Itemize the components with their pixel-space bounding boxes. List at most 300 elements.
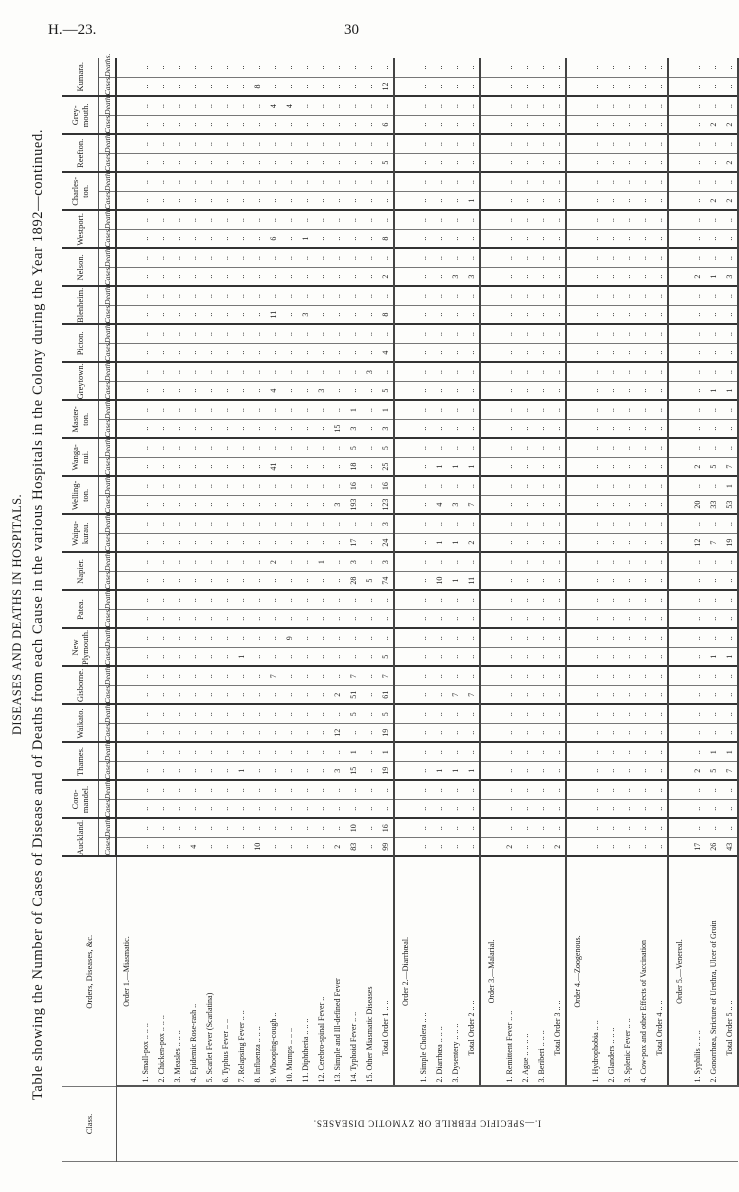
value-cell: .. <box>619 590 635 609</box>
value-cell: .. <box>233 552 249 571</box>
value-cell: .. <box>619 172 635 191</box>
value-cell: .. <box>329 571 345 590</box>
value-cell: .. <box>297 362 313 381</box>
value-cell <box>566 723 587 742</box>
value-cell: .. <box>345 647 361 666</box>
value-cell: .. <box>345 590 361 609</box>
value-cell: .. <box>281 400 297 419</box>
value-cell: .. <box>651 362 668 381</box>
value-cell: .. <box>329 267 345 286</box>
value-cell: .. <box>635 761 651 780</box>
value-cell: .. <box>361 438 377 457</box>
value-cell <box>668 324 689 343</box>
value-cell: .. <box>329 153 345 172</box>
value-cell: .. <box>153 457 169 476</box>
value-cell: .. <box>533 552 549 571</box>
value-cell: .. <box>689 609 705 628</box>
value-cell <box>116 229 137 248</box>
value-cell: 7 <box>721 457 738 476</box>
value-cell: 4 <box>265 96 281 115</box>
value-cell <box>480 685 501 704</box>
value-cell: .. <box>281 571 297 590</box>
value-cell: .. <box>137 476 153 495</box>
value-cell: .. <box>463 381 480 400</box>
value-cell: 4 <box>281 96 297 115</box>
value-cell: .. <box>201 533 217 552</box>
value-cell <box>116 742 137 761</box>
value-cell: .. <box>587 305 603 324</box>
cause-label: 1. Small-pox .. .. .. <box>137 857 153 1087</box>
value-cell: .. <box>587 286 603 305</box>
value-cell: .. <box>281 799 297 818</box>
value-cell: .. <box>137 438 153 457</box>
value-cell: .. <box>233 324 249 343</box>
value-cell: .. <box>463 400 480 419</box>
value-cell: 7 <box>265 666 281 685</box>
value-cell: .. <box>281 742 297 761</box>
value-cell: .. <box>533 780 549 799</box>
value-cell: .. <box>415 838 431 857</box>
value-cell: .. <box>329 438 345 457</box>
value-cell <box>566 609 587 628</box>
value-cell: 5 <box>345 704 361 723</box>
value-cell: .. <box>533 723 549 742</box>
value-cell: .. <box>153 609 169 628</box>
value-cell: .. <box>265 799 281 818</box>
value-cell: .. <box>447 305 463 324</box>
value-cell <box>394 838 415 857</box>
value-cell: .. <box>619 818 635 837</box>
value-cell: .. <box>233 780 249 799</box>
value-cell: .. <box>361 77 377 96</box>
value-cell: .. <box>651 324 668 343</box>
value-cell <box>116 305 137 324</box>
value-cell: .. <box>447 381 463 400</box>
value-cell: .. <box>635 362 651 381</box>
value-cell: .. <box>549 609 566 628</box>
value-cell <box>480 628 501 647</box>
value-cell: .. <box>265 628 281 647</box>
value-cell: 1 <box>705 381 721 400</box>
value-cell: .. <box>549 818 566 837</box>
value-cell: .. <box>361 324 377 343</box>
value-cell: .. <box>185 343 201 362</box>
value-cell: .. <box>533 115 549 134</box>
value-cell: .. <box>233 343 249 362</box>
value-cell: 2 <box>705 191 721 210</box>
value-cell: 2 <box>329 685 345 704</box>
value-cell: 1 <box>705 267 721 286</box>
value-cell: .. <box>201 58 217 77</box>
value-cell <box>394 324 415 343</box>
cause-label: 12. Cerebro-spinal Fever .. <box>313 857 329 1087</box>
value-cell: .. <box>447 362 463 381</box>
value-cell: .. <box>281 761 297 780</box>
value-cell: .. <box>361 666 377 685</box>
value-cell: .. <box>533 267 549 286</box>
value-cell: .. <box>169 457 185 476</box>
value-cell: .. <box>169 400 185 419</box>
value-cell: .. <box>249 457 265 476</box>
value-cell <box>394 381 415 400</box>
value-cell: .. <box>549 571 566 590</box>
value-cell: .. <box>705 172 721 191</box>
value-cell: .. <box>169 210 185 229</box>
value-cell: .. <box>463 609 480 628</box>
value-cell: .. <box>329 666 345 685</box>
value-cell: .. <box>265 134 281 153</box>
value-cell: .. <box>137 343 153 362</box>
value-cell: 3 <box>377 419 394 438</box>
value-cell: .. <box>603 210 619 229</box>
table-row <box>394 58 415 1161</box>
cases-subheader: Cases. <box>99 77 117 96</box>
value-cell: .. <box>651 286 668 305</box>
value-cell: .. <box>635 248 651 267</box>
value-cell: .. <box>431 780 447 799</box>
value-cell: .. <box>281 590 297 609</box>
cause-label: 1. Hydrophobia .. .. <box>587 857 603 1087</box>
value-cell <box>480 704 501 723</box>
value-cell: .. <box>533 685 549 704</box>
table-row <box>480 58 501 1161</box>
value-cell <box>668 533 689 552</box>
value-cell <box>394 134 415 153</box>
value-cell: .. <box>361 838 377 857</box>
value-cell: .. <box>463 153 480 172</box>
value-cell: .. <box>721 571 738 590</box>
value-cell <box>116 77 137 96</box>
value-cell: .. <box>265 210 281 229</box>
deaths-subheader: Deaths. <box>99 134 117 153</box>
value-cell: .. <box>185 609 201 628</box>
cause-label: 3. Splenic Fever .. .. <box>619 857 635 1087</box>
value-cell <box>394 799 415 818</box>
value-cell: .. <box>517 267 533 286</box>
value-cell: .. <box>153 666 169 685</box>
value-cell: .. <box>137 590 153 609</box>
value-cell <box>566 514 587 533</box>
value-cell: .. <box>705 153 721 172</box>
value-cell: .. <box>233 533 249 552</box>
value-cell: .. <box>313 305 329 324</box>
value-cell: .. <box>447 229 463 248</box>
value-cell: .. <box>313 248 329 267</box>
value-cell: .. <box>635 552 651 571</box>
value-cell: 61 <box>377 685 394 704</box>
value-cell: .. <box>463 628 480 647</box>
value-cell: .. <box>201 96 217 115</box>
value-cell: .. <box>377 191 394 210</box>
value-cell <box>480 533 501 552</box>
hospital-header: Gisborne. <box>62 666 99 704</box>
value-cell: .. <box>249 761 265 780</box>
value-cell: 1 <box>463 457 480 476</box>
value-cell: .. <box>185 704 201 723</box>
value-cell <box>116 533 137 552</box>
value-cell <box>480 267 501 286</box>
value-cell <box>480 571 501 590</box>
value-cell: 2 <box>721 191 738 210</box>
value-cell: 4 <box>377 343 394 362</box>
value-cell <box>566 400 587 419</box>
value-cell: .. <box>217 343 233 362</box>
table-row <box>689 58 705 1161</box>
value-cell: .. <box>329 229 345 248</box>
value-cell: 1 <box>447 533 463 552</box>
value-cell <box>480 818 501 837</box>
value-cell: .. <box>361 495 377 514</box>
value-cell: .. <box>415 324 431 343</box>
value-cell: .. <box>721 818 738 837</box>
value-cell <box>668 286 689 305</box>
value-cell: .. <box>431 96 447 115</box>
value-cell: .. <box>185 324 201 343</box>
value-cell: .. <box>447 286 463 305</box>
value-cell: .. <box>185 267 201 286</box>
value-cell: .. <box>297 457 313 476</box>
value-cell: .. <box>233 267 249 286</box>
value-cell <box>668 419 689 438</box>
value-cell: 1 <box>233 647 249 666</box>
value-cell: .. <box>169 476 185 495</box>
value-cell: .. <box>587 362 603 381</box>
value-cell: .. <box>329 362 345 381</box>
value-cell: .. <box>587 77 603 96</box>
value-cell: .. <box>329 305 345 324</box>
value-cell <box>566 704 587 723</box>
value-cell: .. <box>651 134 668 153</box>
value-cell: .. <box>651 761 668 780</box>
value-cell: .. <box>297 267 313 286</box>
hospital-header: Napier. <box>62 552 99 590</box>
value-cell <box>668 838 689 857</box>
value-cell <box>480 838 501 857</box>
value-cell: .. <box>169 343 185 362</box>
value-cell: .. <box>501 96 517 115</box>
value-cell: .. <box>153 590 169 609</box>
value-cell <box>668 172 689 191</box>
value-cell: .. <box>313 153 329 172</box>
value-cell: .. <box>533 590 549 609</box>
value-cell: .. <box>361 96 377 115</box>
value-cell: .. <box>651 267 668 286</box>
value-cell: .. <box>447 153 463 172</box>
value-cell: .. <box>137 153 153 172</box>
value-cell: .. <box>463 229 480 248</box>
value-cell: .. <box>447 647 463 666</box>
value-cell <box>116 723 137 742</box>
value-cell: .. <box>345 343 361 362</box>
value-cell: .. <box>651 419 668 438</box>
value-cell: .. <box>361 628 377 647</box>
value-cell: .. <box>533 191 549 210</box>
value-cell: .. <box>137 58 153 77</box>
value-cell: .. <box>635 628 651 647</box>
value-cell: .. <box>201 838 217 857</box>
value-cell: .. <box>345 191 361 210</box>
value-cell: .. <box>533 457 549 476</box>
value-cell: .. <box>233 153 249 172</box>
value-cell: .. <box>517 514 533 533</box>
value-cell: .. <box>431 115 447 134</box>
value-cell: .. <box>447 780 463 799</box>
value-cell: 17 <box>345 533 361 552</box>
value-cell <box>116 115 137 134</box>
value-cell: .. <box>549 248 566 267</box>
cases-subheader: Cases. <box>99 838 117 857</box>
value-cell: .. <box>201 115 217 134</box>
value-cell: .. <box>201 343 217 362</box>
value-cell: .. <box>217 134 233 153</box>
value-cell: .. <box>619 799 635 818</box>
value-cell: .. <box>137 381 153 400</box>
value-cell: .. <box>651 533 668 552</box>
cases-subheader: Cases. <box>99 381 117 400</box>
value-cell: 16 <box>377 818 394 837</box>
value-cell <box>116 761 137 780</box>
cause-label: Order 5.—Venereal. <box>668 857 689 1087</box>
value-cell: .. <box>533 381 549 400</box>
value-cell: .. <box>361 647 377 666</box>
value-cell: .. <box>297 153 313 172</box>
value-cell: .. <box>345 134 361 153</box>
value-cell: .. <box>549 191 566 210</box>
value-cell: .. <box>415 533 431 552</box>
value-cell: .. <box>233 685 249 704</box>
value-cell: .. <box>619 723 635 742</box>
value-cell: .. <box>169 533 185 552</box>
value-cell: .. <box>361 134 377 153</box>
value-cell: .. <box>249 115 265 134</box>
value-cell: .. <box>603 818 619 837</box>
value-cell <box>566 172 587 191</box>
value-cell: .. <box>603 799 619 818</box>
value-cell: .. <box>635 723 651 742</box>
value-cell: 12 <box>689 533 705 552</box>
deaths-subheader: Deaths. <box>99 742 117 761</box>
value-cell: .. <box>603 495 619 514</box>
value-cell: .. <box>517 761 533 780</box>
value-cell <box>668 628 689 647</box>
value-cell: .. <box>447 58 463 77</box>
value-cell: .. <box>431 229 447 248</box>
value-cell: .. <box>549 723 566 742</box>
value-cell: .. <box>463 362 480 381</box>
value-cell: .. <box>533 438 549 457</box>
table-row <box>281 58 297 1161</box>
value-cell <box>116 362 137 381</box>
value-cell: .. <box>651 438 668 457</box>
value-cell: .. <box>635 438 651 457</box>
value-cell <box>566 799 587 818</box>
value-cell: .. <box>297 96 313 115</box>
value-cell: .. <box>313 172 329 191</box>
value-cell: .. <box>549 761 566 780</box>
value-cell: .. <box>153 438 169 457</box>
value-cell: .. <box>281 286 297 305</box>
value-cell: .. <box>705 210 721 229</box>
value-cell: .. <box>501 457 517 476</box>
value-cell: .. <box>635 609 651 628</box>
value-cell: .. <box>297 495 313 514</box>
value-cell: 24 <box>377 533 394 552</box>
value-cell: .. <box>249 96 265 115</box>
value-cell: .. <box>603 761 619 780</box>
value-cell: .. <box>329 628 345 647</box>
value-cell: .. <box>281 685 297 704</box>
value-cell: .. <box>635 457 651 476</box>
cases-subheader: Cases. <box>99 229 117 248</box>
value-cell: .. <box>201 419 217 438</box>
value-cell <box>566 533 587 552</box>
value-cell: .. <box>635 818 651 837</box>
value-cell: .. <box>281 647 297 666</box>
value-cell: .. <box>549 115 566 134</box>
value-cell: .. <box>297 58 313 77</box>
value-cell: .. <box>447 552 463 571</box>
value-cell: 2 <box>329 838 345 857</box>
value-cell: .. <box>281 533 297 552</box>
value-cell: .. <box>217 362 233 381</box>
value-cell: .. <box>313 799 329 818</box>
value-cell: .. <box>635 666 651 685</box>
value-cell: .. <box>533 799 549 818</box>
value-cell: .. <box>265 533 281 552</box>
value-cell: .. <box>463 590 480 609</box>
value-cell: .. <box>587 343 603 362</box>
value-cell: .. <box>233 609 249 628</box>
value-cell <box>480 305 501 324</box>
value-cell: .. <box>201 799 217 818</box>
value-cell: .. <box>549 495 566 514</box>
value-cell: .. <box>313 609 329 628</box>
value-cell: 6 <box>265 229 281 248</box>
value-cell: .. <box>705 419 721 438</box>
value-cell: 5 <box>705 761 721 780</box>
value-cell <box>668 647 689 666</box>
value-cell: .. <box>603 381 619 400</box>
value-cell: .. <box>329 590 345 609</box>
value-cell: .. <box>217 571 233 590</box>
value-cell: .. <box>153 153 169 172</box>
cause-label: 15. Other Miasmatic Diseases <box>361 857 377 1087</box>
value-cell <box>480 248 501 267</box>
value-cell: .. <box>603 229 619 248</box>
value-cell: .. <box>377 799 394 818</box>
value-cell: .. <box>587 704 603 723</box>
value-cell: .. <box>415 495 431 514</box>
value-cell: .. <box>137 647 153 666</box>
value-cell: .. <box>415 780 431 799</box>
value-cell: .. <box>185 818 201 837</box>
value-cell: .. <box>415 571 431 590</box>
value-cell: .. <box>549 666 566 685</box>
value-cell: .. <box>651 628 668 647</box>
value-cell: .. <box>463 286 480 305</box>
value-cell: .. <box>377 134 394 153</box>
value-cell: .. <box>265 400 281 419</box>
value-cell: .. <box>249 742 265 761</box>
value-cell: .. <box>517 628 533 647</box>
value-cell: .. <box>313 685 329 704</box>
value-cell: .. <box>635 590 651 609</box>
value-cell: .. <box>201 210 217 229</box>
cause-label: 2. Ague .. .. .. .. <box>517 857 533 1087</box>
value-cell: .. <box>361 248 377 267</box>
value-cell: .. <box>533 704 549 723</box>
value-cell: .. <box>517 96 533 115</box>
